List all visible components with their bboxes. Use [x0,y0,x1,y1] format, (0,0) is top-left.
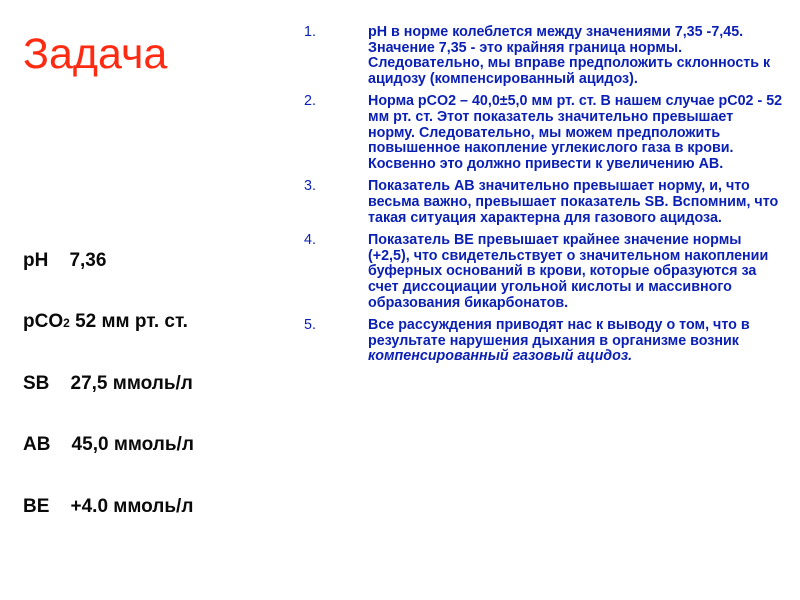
param-pco2-sub: 2 [63,316,70,330]
param-ph: pH 7,36 [23,250,107,271]
analysis-list [304,25,784,372]
param-pco2-value: 52 мм рт. ст. [69,311,188,332]
list-item-number: 2. [304,93,316,110]
conclusion-text: компенсированный газовый ацидоз. [368,348,633,365]
param-pco2 [23,311,188,334]
param-sb: SB 27,5 ммоль/л [23,373,193,394]
list-item [304,94,784,172]
list-item [304,25,784,87]
list-item-number: 3. [304,178,316,195]
list-item-number: 4. [304,232,316,249]
list-item [304,233,784,311]
list-item-number: 5. [304,317,316,334]
list-item-number: 1. [304,24,316,40]
param-be: BE +4.0 ммоль/л [23,496,194,517]
list-item-text: pH в норме колеблется между значениями 7,35 -7,45. Значение 7,35 - это крайняя граница нормы. Следовательно, мы вправе предположить склонность к ацидозу (компенсированный ацидоз). [368,24,771,87]
slide-title: Задача [23,30,168,78]
param-ab: AB 45,0 ммоль/л [23,434,194,455]
list-item-text: Норма pCO2 – 40,0±5,0 мм рт. ст. В нашем случае pC02 - 52 мм рт. ст. Этот показатель значительно превышает норму. Следовательно, мы можем предположить повышенное накопление углекислого газа в крови. Косвенно это должно привести к увеличению AB. [368,93,783,172]
list-item-text: Все рассуждения приводят нас к выводу о том, что в результате нарушения дыхания в организме возник [368,317,750,349]
list-item [304,179,784,226]
list-item [304,318,784,365]
list-item-text: Показатель BE превышает крайнее значение нормы (+2,5), что свидетельствует о значительном накоплении буферных оснований в крови, которые образуются за счет диссоциации угольной кислоты и массивного образования бикарбонатов. [368,232,769,311]
param-pco2-name: pCO [23,311,64,332]
list-item-text: Показатель AB значительно превышает норму, и, что весьма важно, превышает показатель SB. Вспомним, что такая ситуация характерна для газового ацидоза. [368,178,779,226]
